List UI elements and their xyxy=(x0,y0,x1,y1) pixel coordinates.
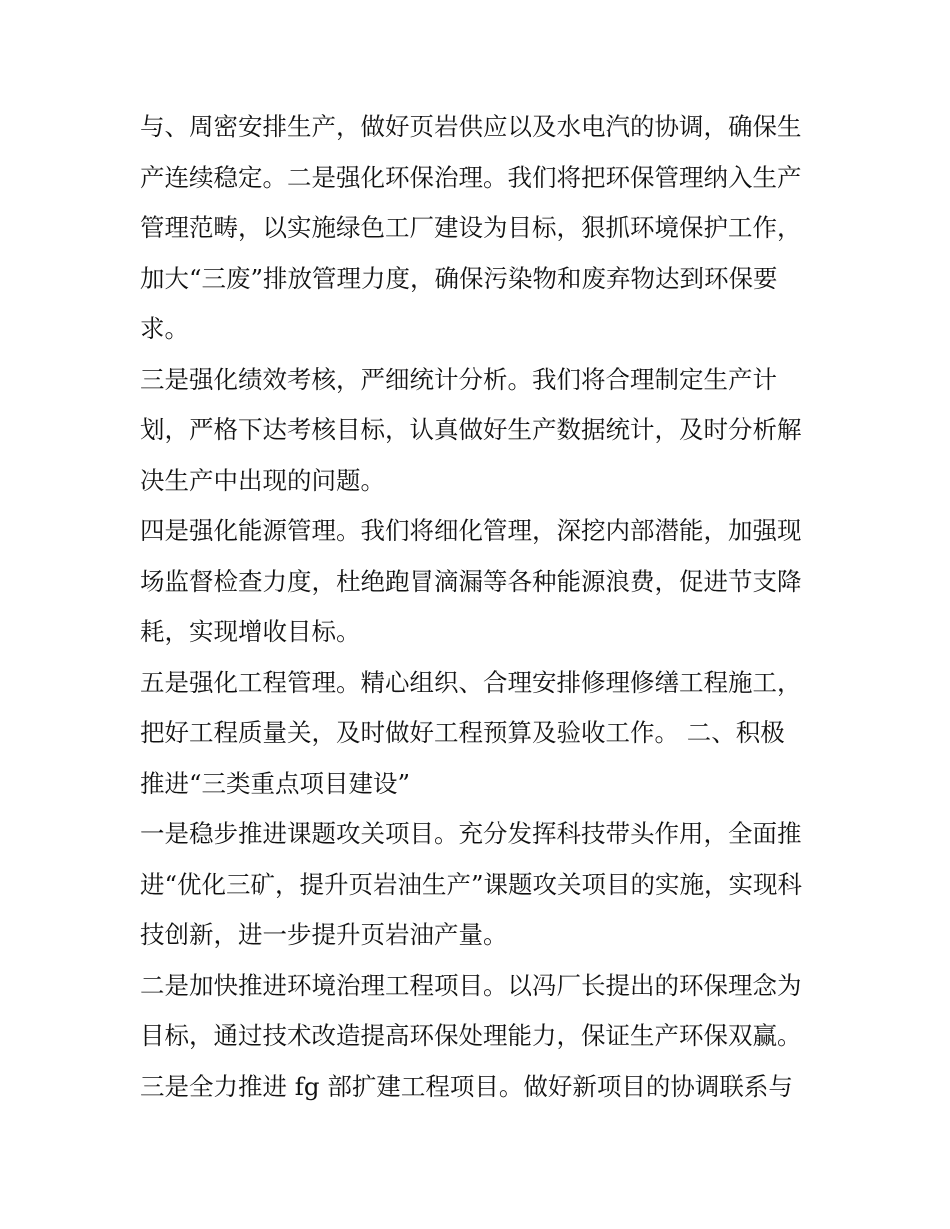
text-line: 一是稳步推进课题攻关项目。充分发挥科技带头作用，全面推 xyxy=(140,819,802,848)
text-line: 目标，通过技术改造提高环保处理能力，保证生产环保双赢。 xyxy=(140,1021,802,1050)
text-line: 场监督检查力度，杜绝跑冒滴漏等各种能源浪费，促进节支降 xyxy=(140,566,802,596)
text-line: 四是强化能源管理。我们将细化管理，深挖内部潜能，加强现 xyxy=(140,516,802,545)
text-line: 加大“三废”排放管理力度，确保污染物和废弃物达到环保要 xyxy=(140,263,778,293)
text-line: 二是加快推进环境治理工程项目。以冯厂长提出的环保理念为 xyxy=(140,970,802,1000)
text-line: 与、周密安排生产，做好页岩供应以及水电汽的协调，确保生 xyxy=(140,112,802,141)
text-line: 耗，实现增收目标。 xyxy=(140,617,361,646)
text-line: 推进“三类重点项目建设” xyxy=(140,768,411,798)
text-line: 决生产中出现的问题。 xyxy=(140,465,385,495)
text-line: 三是全力推进 fg 部扩建工程项目。做好新项目的协调联系与 xyxy=(140,1071,793,1101)
text-line: 产连续稳定。二是强化环保治理。我们将把环保管理纳入生产 xyxy=(140,162,802,192)
text-line: 管理范畴，以实施绿色工厂建设为目标，狠抓环境保护工作， xyxy=(140,213,802,242)
text-line: 把好工程质量关，及时做好工程预算及验收工作。 二、积极 xyxy=(140,718,785,747)
text-line: 进“优化三矿，提升页岩油生产”课题攻关项目的实施，实现科 xyxy=(140,869,803,899)
text-line: 五是强化工程管理。精心组织、合理安排修理修缮工程施工， xyxy=(140,667,802,697)
document-body xyxy=(140,102,820,1112)
text-line: 技创新，进一步提升页岩油产量。 xyxy=(140,920,508,949)
text-line: 求。 xyxy=(140,314,189,343)
text-line: 三是强化绩效考核，严细统计分析。我们将合理制定生产计 xyxy=(140,364,777,394)
text-line: 划，严格下达考核目标，认真做好生产数据统计，及时分析解 xyxy=(140,415,802,444)
